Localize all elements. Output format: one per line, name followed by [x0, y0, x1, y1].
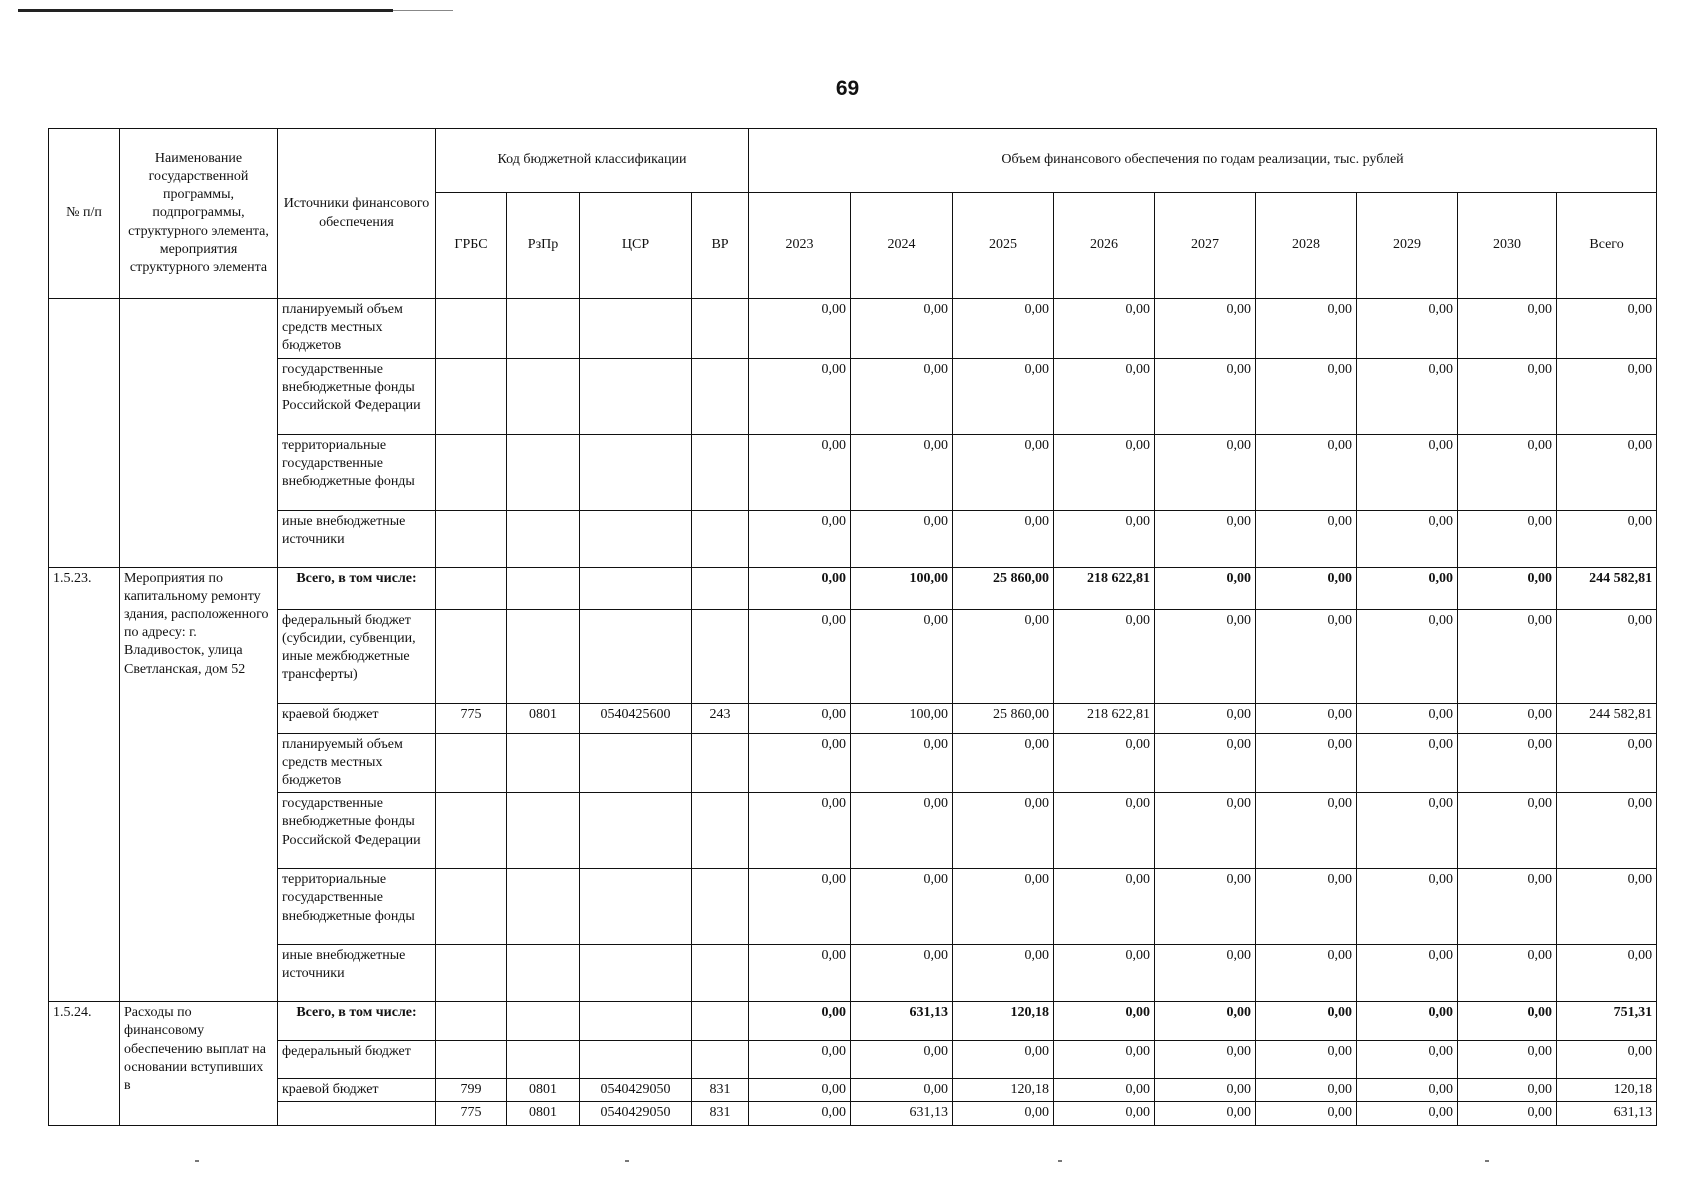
vr-cell: 831	[692, 1102, 749, 1125]
header-num: № п/п	[49, 129, 120, 299]
value-cell: 0,00	[1054, 1002, 1155, 1041]
vr-cell: 831	[692, 1079, 749, 1102]
grbs-cell	[436, 733, 507, 793]
total-cell: 244 582,81	[1557, 567, 1657, 609]
table-row	[49, 703, 1657, 733]
header-total: Всего	[1557, 193, 1657, 299]
source-cell: иные внебюджетные источники	[278, 510, 436, 567]
table-row	[49, 793, 1657, 869]
row-number	[49, 299, 120, 568]
value-cell: 0,00	[953, 945, 1054, 1002]
value-cell: 0,00	[1458, 793, 1557, 869]
grbs-cell	[436, 299, 507, 359]
header-name: Наименование государственной программы, подпрограммы, структурного элемента, мероприятия структурного элемента	[120, 129, 278, 299]
csr-cell	[580, 609, 692, 703]
value-cell: 0,00	[1256, 1102, 1357, 1125]
csr-cell	[580, 869, 692, 945]
value-cell: 120,18	[953, 1079, 1054, 1102]
rzpr-cell	[507, 733, 580, 793]
value-cell: 0,00	[1256, 869, 1357, 945]
rzpr-cell: 0801	[507, 1102, 580, 1125]
header-vr: ВР	[692, 193, 749, 299]
total-cell: 0,00	[1557, 1041, 1657, 1079]
table-row	[49, 1102, 1657, 1125]
header-year-2025: 2025	[953, 193, 1054, 299]
value-cell: 0,00	[851, 299, 953, 359]
grbs-cell	[436, 869, 507, 945]
csr-cell: 0540425600	[580, 703, 692, 733]
source-cell: планируемый объем средств местных бюджетов	[278, 733, 436, 793]
value-cell: 0,00	[1256, 567, 1357, 609]
source-cell: краевой бюджет	[278, 703, 436, 733]
grbs-cell	[436, 434, 507, 510]
vr-cell	[692, 299, 749, 359]
value-cell: 0,00	[749, 434, 851, 510]
vr-cell	[692, 609, 749, 703]
value-cell: 0,00	[851, 434, 953, 510]
header-year-2024: 2024	[851, 193, 953, 299]
value-cell: 0,00	[1256, 358, 1357, 434]
value-cell: 0,00	[749, 793, 851, 869]
value-cell: 0,00	[1357, 567, 1458, 609]
value-cell: 0,00	[1458, 434, 1557, 510]
budget-table	[48, 128, 1657, 1126]
source-cell: государственные внебюджетные фонды Российской Федерации	[278, 358, 436, 434]
grbs-cell: 799	[436, 1079, 507, 1102]
value-cell: 0,00	[1458, 358, 1557, 434]
source-cell: Всего, в том числе:	[278, 567, 436, 609]
source-cell: государственные внебюджетные фонды Российской Федерации	[278, 793, 436, 869]
value-cell: 0,00	[1155, 434, 1256, 510]
value-cell: 0,00	[749, 1079, 851, 1102]
grbs-cell	[436, 793, 507, 869]
value-cell: 0,00	[851, 1041, 953, 1079]
total-cell: 0,00	[1557, 945, 1657, 1002]
value-cell: 0,00	[851, 609, 953, 703]
header-year-2030: 2030	[1458, 193, 1557, 299]
header-year-2029: 2029	[1357, 193, 1458, 299]
table-row	[49, 510, 1657, 567]
value-cell: 0,00	[1458, 945, 1557, 1002]
scan-mark	[195, 1160, 199, 1162]
table-row	[49, 945, 1657, 1002]
rzpr-cell	[507, 945, 580, 1002]
csr-cell	[580, 1041, 692, 1079]
vr-cell	[692, 1041, 749, 1079]
vr-cell	[692, 510, 749, 567]
value-cell: 631,13	[851, 1002, 953, 1041]
grbs-cell	[436, 358, 507, 434]
value-cell: 0,00	[851, 510, 953, 567]
value-cell: 100,00	[851, 567, 953, 609]
value-cell: 0,00	[1357, 358, 1458, 434]
value-cell: 0,00	[1256, 1079, 1357, 1102]
vr-cell	[692, 733, 749, 793]
value-cell: 0,00	[1458, 869, 1557, 945]
table-row	[49, 609, 1657, 703]
header-grbs: ГРБС	[436, 193, 507, 299]
value-cell: 0,00	[1155, 703, 1256, 733]
csr-cell	[580, 299, 692, 359]
value-cell: 0,00	[1155, 1002, 1256, 1041]
vr-cell	[692, 869, 749, 945]
csr-cell	[580, 358, 692, 434]
value-cell: 0,00	[749, 1041, 851, 1079]
value-cell: 0,00	[1458, 510, 1557, 567]
value-cell: 0,00	[749, 733, 851, 793]
value-cell: 0,00	[953, 793, 1054, 869]
scan-mark	[1485, 1160, 1489, 1162]
grbs-cell	[436, 945, 507, 1002]
value-cell: 0,00	[1054, 1041, 1155, 1079]
csr-cell	[580, 733, 692, 793]
value-cell: 0,00	[953, 299, 1054, 359]
value-cell: 0,00	[1256, 434, 1357, 510]
value-cell: 0,00	[749, 567, 851, 609]
value-cell: 218 622,81	[1054, 567, 1155, 609]
value-cell: 0,00	[953, 358, 1054, 434]
value-cell: 0,00	[1458, 1079, 1557, 1102]
value-cell: 0,00	[1155, 567, 1256, 609]
value-cell: 0,00	[1256, 510, 1357, 567]
value-cell: 0,00	[1054, 733, 1155, 793]
header-source: Источники финансового обеспечения	[278, 129, 436, 299]
total-cell: 0,00	[1557, 358, 1657, 434]
value-cell: 0,00	[1155, 609, 1256, 703]
value-cell: 25 860,00	[953, 567, 1054, 609]
value-cell: 0,00	[1256, 609, 1357, 703]
value-cell: 0,00	[1155, 510, 1256, 567]
value-cell: 0,00	[953, 733, 1054, 793]
value-cell: 0,00	[1256, 945, 1357, 1002]
value-cell: 0,00	[1054, 793, 1155, 869]
value-cell: 0,00	[1458, 1002, 1557, 1041]
value-cell: 0,00	[953, 1102, 1054, 1125]
total-cell: 0,00	[1557, 733, 1657, 793]
rzpr-cell	[507, 299, 580, 359]
value-cell: 0,00	[1357, 733, 1458, 793]
value-cell: 0,00	[1155, 869, 1256, 945]
value-cell: 0,00	[1155, 1079, 1256, 1102]
value-cell: 0,00	[1357, 1102, 1458, 1125]
header-code-group: Код бюджетной классификации	[436, 129, 749, 193]
value-cell: 0,00	[1256, 1041, 1357, 1079]
grbs-cell: 775	[436, 703, 507, 733]
csr-cell	[580, 434, 692, 510]
value-cell: 0,00	[749, 1002, 851, 1041]
table-row	[49, 434, 1657, 510]
value-cell: 0,00	[953, 510, 1054, 567]
value-cell: 0,00	[851, 733, 953, 793]
row-name	[120, 299, 278, 568]
source-cell: краевой бюджет	[278, 1079, 436, 1102]
value-cell: 0,00	[749, 945, 851, 1002]
vr-cell	[692, 567, 749, 609]
table-row	[49, 358, 1657, 434]
row-name: Мероприятия по капитальному ремонту здания, расположенного по адресу: г. Владивосток, улица Светланская, дом 52	[120, 567, 278, 1002]
csr-cell	[580, 510, 692, 567]
value-cell: 0,00	[749, 703, 851, 733]
grbs-cell	[436, 1002, 507, 1041]
value-cell: 0,00	[749, 869, 851, 945]
total-cell: 0,00	[1557, 609, 1657, 703]
row-number: 1.5.24.	[49, 1002, 120, 1125]
value-cell: 0,00	[1256, 703, 1357, 733]
table-row	[49, 1079, 1657, 1102]
value-cell: 100,00	[851, 703, 953, 733]
header-volume-group: Объем финансового обеспечения по годам реализации, тыс. рублей	[749, 129, 1657, 193]
value-cell: 0,00	[1357, 1041, 1458, 1079]
csr-cell: 0540429050	[580, 1102, 692, 1125]
value-cell: 0,00	[1155, 945, 1256, 1002]
table-row	[49, 299, 1657, 359]
value-cell: 0,00	[953, 434, 1054, 510]
rzpr-cell	[507, 609, 580, 703]
value-cell: 0,00	[851, 1079, 953, 1102]
value-cell: 631,13	[851, 1102, 953, 1125]
value-cell: 0,00	[1357, 1002, 1458, 1041]
source-cell: территориальные государственные внебюджетные фонды	[278, 869, 436, 945]
value-cell: 0,00	[749, 299, 851, 359]
value-cell: 0,00	[1256, 733, 1357, 793]
value-cell: 0,00	[1054, 1102, 1155, 1125]
total-cell: 244 582,81	[1557, 703, 1657, 733]
header-year-2028: 2028	[1256, 193, 1357, 299]
vr-cell	[692, 1002, 749, 1041]
value-cell: 0,00	[1458, 1102, 1557, 1125]
csr-cell: 0540429050	[580, 1079, 692, 1102]
source-cell	[278, 1102, 436, 1125]
value-cell: 0,00	[953, 1041, 1054, 1079]
source-cell: федеральный бюджет (субсидии, субвенции, иные межбюджетные трансферты)	[278, 609, 436, 703]
top-rule-thin	[393, 10, 453, 11]
row-name: Расходы по финансовому обеспечению выплат на основании вступивших в	[120, 1002, 278, 1125]
grbs-cell	[436, 1041, 507, 1079]
total-cell: 0,00	[1557, 434, 1657, 510]
value-cell: 0,00	[851, 358, 953, 434]
value-cell: 0,00	[1155, 1102, 1256, 1125]
value-cell: 0,00	[1155, 733, 1256, 793]
csr-cell	[580, 945, 692, 1002]
value-cell: 0,00	[1054, 510, 1155, 567]
value-cell: 0,00	[1357, 869, 1458, 945]
value-cell: 25 860,00	[953, 703, 1054, 733]
value-cell: 0,00	[1357, 510, 1458, 567]
value-cell: 0,00	[851, 869, 953, 945]
value-cell: 0,00	[1054, 609, 1155, 703]
value-cell: 0,00	[749, 358, 851, 434]
value-cell: 0,00	[1054, 945, 1155, 1002]
top-rule	[18, 9, 393, 12]
page-number: 69	[835, 77, 860, 100]
rzpr-cell	[507, 793, 580, 869]
value-cell: 0,00	[1054, 869, 1155, 945]
grbs-cell	[436, 510, 507, 567]
row-number: 1.5.23.	[49, 567, 120, 1002]
table-body	[49, 299, 1657, 1126]
source-cell: территориальные государственные внебюджетные фонды	[278, 434, 436, 510]
csr-cell	[580, 1002, 692, 1041]
value-cell: 0,00	[1458, 567, 1557, 609]
value-cell: 0,00	[1155, 299, 1256, 359]
value-cell: 0,00	[1357, 609, 1458, 703]
csr-cell	[580, 793, 692, 869]
table-row	[49, 733, 1657, 793]
value-cell: 0,00	[851, 945, 953, 1002]
value-cell: 0,00	[953, 869, 1054, 945]
value-cell: 0,00	[1256, 1002, 1357, 1041]
value-cell: 0,00	[1357, 793, 1458, 869]
source-cell: Всего, в том числе:	[278, 1002, 436, 1041]
total-cell: 0,00	[1557, 510, 1657, 567]
value-cell: 0,00	[1458, 703, 1557, 733]
value-cell: 0,00	[1357, 945, 1458, 1002]
total-cell: 0,00	[1557, 793, 1657, 869]
scan-mark	[1058, 1160, 1062, 1162]
value-cell: 0,00	[1357, 299, 1458, 359]
value-cell: 218 622,81	[1054, 703, 1155, 733]
value-cell: 0,00	[1357, 434, 1458, 510]
value-cell: 0,00	[1155, 358, 1256, 434]
table-row	[49, 567, 1657, 609]
grbs-cell	[436, 567, 507, 609]
rzpr-cell	[507, 567, 580, 609]
value-cell: 0,00	[1458, 733, 1557, 793]
table-row	[49, 1041, 1657, 1079]
rzpr-cell	[507, 358, 580, 434]
value-cell: 0,00	[749, 510, 851, 567]
rzpr-cell	[507, 434, 580, 510]
value-cell: 0,00	[1155, 1041, 1256, 1079]
scan-mark	[625, 1160, 629, 1162]
header-year-2027: 2027	[1155, 193, 1256, 299]
total-cell: 0,00	[1557, 869, 1657, 945]
value-cell: 0,00	[749, 609, 851, 703]
vr-cell	[692, 945, 749, 1002]
rzpr-cell	[507, 510, 580, 567]
vr-cell	[692, 434, 749, 510]
rzpr-cell	[507, 869, 580, 945]
total-cell: 631,13	[1557, 1102, 1657, 1125]
header-rzpr: РзПр	[507, 193, 580, 299]
header-year-2026: 2026	[1054, 193, 1155, 299]
value-cell: 0,00	[1357, 1079, 1458, 1102]
rzpr-cell	[507, 1002, 580, 1041]
value-cell: 0,00	[1357, 703, 1458, 733]
value-cell: 0,00	[1054, 358, 1155, 434]
header-csr: ЦСР	[580, 193, 692, 299]
source-cell: федеральный бюджет	[278, 1041, 436, 1079]
total-cell: 0,00	[1557, 299, 1657, 359]
vr-cell	[692, 358, 749, 434]
header-year-2023: 2023	[749, 193, 851, 299]
value-cell: 0,00	[953, 609, 1054, 703]
value-cell: 0,00	[1458, 1041, 1557, 1079]
csr-cell	[580, 567, 692, 609]
rzpr-cell: 0801	[507, 1079, 580, 1102]
rzpr-cell	[507, 1041, 580, 1079]
value-cell: 0,00	[1256, 793, 1357, 869]
rzpr-cell: 0801	[507, 703, 580, 733]
table-row	[49, 1002, 1657, 1041]
grbs-cell	[436, 609, 507, 703]
value-cell: 0,00	[1054, 299, 1155, 359]
value-cell: 0,00	[1256, 299, 1357, 359]
table-row	[49, 869, 1657, 945]
header-row-1	[49, 129, 1657, 193]
vr-cell	[692, 793, 749, 869]
value-cell: 0,00	[1054, 434, 1155, 510]
vr-cell: 243	[692, 703, 749, 733]
value-cell: 0,00	[749, 1102, 851, 1125]
value-cell: 120,18	[953, 1002, 1054, 1041]
source-cell: планируемый объем средств местных бюджетов	[278, 299, 436, 359]
value-cell: 0,00	[1458, 299, 1557, 359]
value-cell: 0,00	[1458, 609, 1557, 703]
source-cell: иные внебюджетные источники	[278, 945, 436, 1002]
value-cell: 0,00	[851, 793, 953, 869]
total-cell: 751,31	[1557, 1002, 1657, 1041]
value-cell: 0,00	[1155, 793, 1256, 869]
value-cell: 0,00	[1054, 1079, 1155, 1102]
total-cell: 120,18	[1557, 1079, 1657, 1102]
grbs-cell: 775	[436, 1102, 507, 1125]
